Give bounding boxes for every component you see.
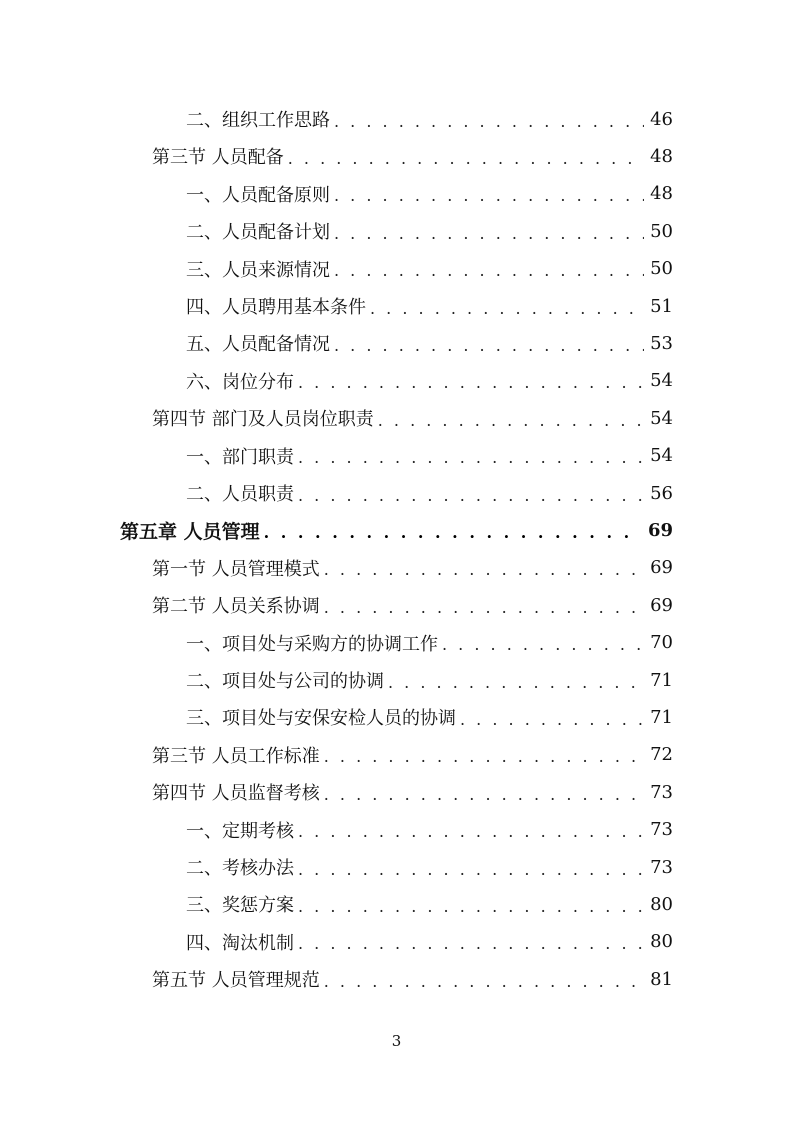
toc-subsection-entry[interactable] xyxy=(186,665,673,695)
toc-entry-title: 一、定期考核 xyxy=(186,820,294,842)
toc-entry-title: 六、岗位分布 xyxy=(186,371,294,393)
toc-entry-page: 69 xyxy=(650,594,673,616)
dot-leader xyxy=(324,968,644,991)
toc-subsection-entry[interactable] xyxy=(186,104,673,134)
toc-entry-page: 46 xyxy=(650,108,673,130)
toc-entry-page: 69 xyxy=(650,557,673,579)
toc-entry-title: 一、项目处与采购方的协调工作 xyxy=(186,633,438,655)
toc-entry-page: 70 xyxy=(650,632,673,654)
toc-subsection-entry[interactable] xyxy=(186,628,673,658)
dot-leader xyxy=(298,818,644,841)
toc-entry-page: 71 xyxy=(650,706,673,728)
dot-leader xyxy=(298,856,644,879)
toc-entry-title: 一、部门职责 xyxy=(186,446,294,468)
toc-entry-title: 三、项目处与安保安检人员的协调 xyxy=(186,708,456,730)
toc-entry-page: 54 xyxy=(650,370,673,392)
dot-leader xyxy=(334,108,644,131)
toc-subsection-entry[interactable] xyxy=(186,852,673,882)
toc-entry-title: 第二节 人员关系协调 xyxy=(152,596,320,618)
dot-leader xyxy=(298,893,644,916)
toc-entry-title: 一、人员配备原则 xyxy=(186,184,330,206)
toc-entry-title: 二、组织工作思路 xyxy=(186,110,330,131)
toc-entry-title: 二、人员职责 xyxy=(186,484,294,505)
dot-leader xyxy=(324,556,644,579)
toc-entry-page: 81 xyxy=(650,968,673,990)
toc-subsection-entry[interactable] xyxy=(186,328,673,358)
dot-leader xyxy=(298,369,644,392)
toc-entry-page: 73 xyxy=(650,856,673,878)
toc-entry-title: 第四节 人员监督考核 xyxy=(152,783,320,805)
toc-subsection-entry[interactable] xyxy=(186,366,673,396)
dot-leader xyxy=(324,781,644,804)
dot-leader xyxy=(378,407,644,430)
toc-section-entry[interactable] xyxy=(152,590,673,620)
toc-subsection-entry[interactable] xyxy=(186,702,673,732)
toc-entry-title: 第三节 人员工作标准 xyxy=(152,745,320,767)
toc-entry-page: 69 xyxy=(647,519,673,541)
dot-leader xyxy=(324,594,644,617)
toc-entry-page: 73 xyxy=(650,819,673,841)
toc-entry-title: 三、奖惩方案 xyxy=(186,895,294,917)
toc-section-entry[interactable] xyxy=(152,403,673,433)
toc-entry-page: 54 xyxy=(650,407,673,429)
toc-subsection-entry[interactable] xyxy=(186,478,673,508)
toc-chapter-entry[interactable] xyxy=(120,515,673,545)
dot-leader xyxy=(334,220,644,243)
toc-entry-title: 三、人员来源情况 xyxy=(186,259,330,281)
dot-leader xyxy=(298,482,644,505)
toc-entry-title: 第五章 人员管理 xyxy=(120,520,260,543)
toc-subsection-entry[interactable] xyxy=(186,216,673,246)
toc-entry-page: 48 xyxy=(650,183,673,205)
toc-entry-title: 第一节 人员管理模式 xyxy=(152,558,320,580)
toc-entry-title: 二、项目处与公司的协调 xyxy=(186,671,384,692)
dot-leader xyxy=(334,182,644,205)
dot-leader xyxy=(334,257,644,280)
dot-leader xyxy=(324,743,644,766)
toc-entry-page: 50 xyxy=(650,220,673,242)
toc-subsection-entry[interactable] xyxy=(186,815,673,845)
toc-section-entry[interactable] xyxy=(152,553,673,583)
toc-entry-title: 第五节 人员管理规范 xyxy=(152,970,320,992)
toc-entry-page: 50 xyxy=(650,258,673,280)
toc-entry-page: 53 xyxy=(650,332,673,354)
dot-leader xyxy=(264,519,642,542)
toc-entry-title: 二、人员配备计划 xyxy=(186,222,330,244)
toc-entry-title: 四、淘汰机制 xyxy=(186,932,294,954)
toc-entry-page: 80 xyxy=(650,931,673,953)
toc-section-entry[interactable] xyxy=(152,740,673,770)
toc-subsection-entry[interactable] xyxy=(186,254,673,284)
toc-subsection-entry[interactable] xyxy=(186,179,673,209)
toc-entry-title: 第四节 部门及人员岗位职责 xyxy=(152,409,374,431)
toc-subsection-entry[interactable] xyxy=(186,927,673,957)
dot-leader xyxy=(460,706,644,729)
toc-entry-page: 71 xyxy=(650,669,673,691)
dot-leader xyxy=(288,145,644,168)
toc-section-entry[interactable] xyxy=(152,141,673,171)
toc-entry-title: 四、人员聘用基本条件 xyxy=(186,297,366,318)
dot-leader xyxy=(334,332,644,355)
toc-entry-page: 51 xyxy=(650,295,673,317)
toc-entry-page: 72 xyxy=(650,744,673,766)
dot-leader xyxy=(298,930,644,953)
toc-entry-page: 80 xyxy=(650,893,673,915)
dot-leader xyxy=(370,295,644,318)
toc-entry-page: 54 xyxy=(650,445,673,467)
toc-subsection-entry[interactable] xyxy=(186,889,673,919)
toc-subsection-entry[interactable] xyxy=(186,441,673,471)
toc-entry-title: 二、考核办法 xyxy=(186,858,294,879)
page-number: 3 xyxy=(391,1032,402,1050)
toc-entry-title: 五、人员配备情况 xyxy=(186,334,330,356)
dot-leader xyxy=(442,631,644,654)
toc-section-entry[interactable] xyxy=(152,964,673,994)
dot-leader xyxy=(388,669,644,692)
toc-subsection-entry[interactable] xyxy=(186,291,673,321)
toc-section-entry[interactable] xyxy=(152,777,673,807)
toc-entry-page: 48 xyxy=(650,145,673,167)
toc-entry-page: 73 xyxy=(650,781,673,803)
dot-leader xyxy=(298,444,644,467)
toc-entry-page: 56 xyxy=(650,482,673,504)
toc-entry-title: 第三节 人员配备 xyxy=(152,147,284,169)
